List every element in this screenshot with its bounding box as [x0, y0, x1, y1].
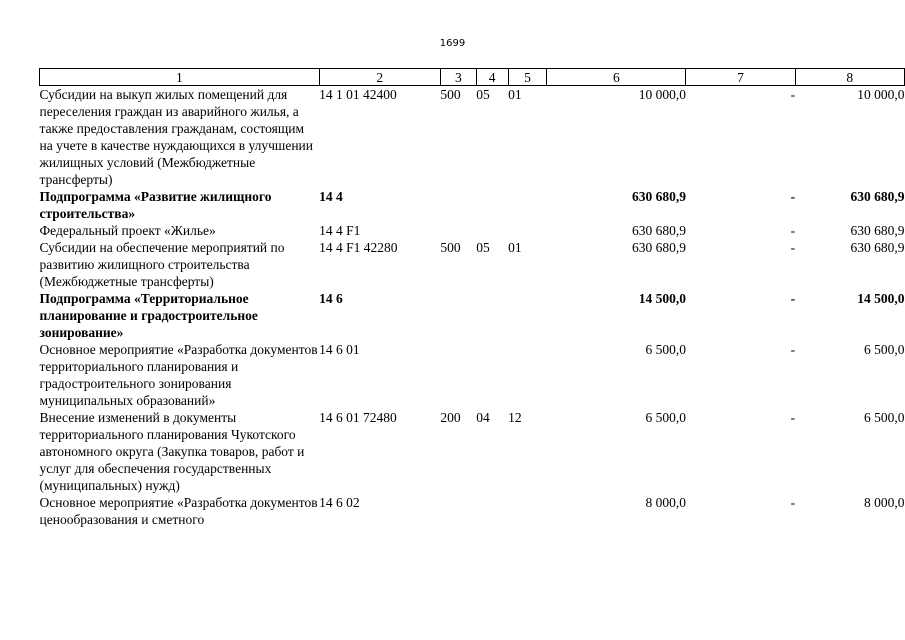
column-header: 5: [508, 69, 547, 86]
row-name: Основное мероприятие «Разработка документов ценообразования и сметного: [39, 495, 318, 527]
row-col-4: 05: [476, 87, 490, 102]
row-col-3: [440, 341, 476, 409]
table-row: [40, 86, 905, 189]
row-col-3: [440, 290, 476, 341]
row-col-7: -: [790, 342, 796, 357]
row-col-7: -: [790, 291, 796, 306]
row-code: 14 6: [319, 291, 343, 306]
row-col-6: 14 500,0: [638, 291, 686, 306]
row-col-4: [476, 222, 508, 239]
row-col-6: 630 680,9: [631, 189, 686, 204]
row-name: Основное мероприятие «Разработка документов территориального планирования и градостроительного зонирования муниципальных образований»: [39, 342, 318, 408]
row-col-8: 630 680,9: [850, 189, 905, 204]
row-code: 14 6 02: [319, 495, 360, 510]
row-col-3: [440, 188, 476, 222]
column-header: 8: [795, 69, 904, 86]
row-name: Субсидии на обеспечение мероприятий по развитию жилищного строительства (Межбюджетные трансферты): [39, 240, 285, 289]
row-col-7: -: [790, 223, 796, 238]
row-code: 14 1 01 42400: [319, 87, 397, 102]
row-col-6: 630 680,9: [631, 223, 686, 238]
table-row: [40, 239, 905, 290]
column-header: 4: [476, 69, 508, 86]
row-code: 14 4 F1 42280: [319, 240, 398, 255]
row-col-6: 8 000,0: [645, 495, 686, 510]
table-row: [40, 409, 905, 494]
row-code: 14 4 F1: [319, 223, 361, 238]
row-col-3: 200: [440, 410, 461, 425]
table-row: [40, 494, 905, 528]
row-name: Подпрограмма «Развитие жилищного строительства»: [39, 189, 272, 221]
row-name: Федеральный проект «Жилье»: [39, 223, 216, 238]
row-code: 14 6 01: [319, 342, 360, 357]
row-col-4: [476, 341, 508, 409]
budget-table: [39, 68, 905, 528]
row-col-3: [440, 222, 476, 239]
row-col-5: 01: [508, 240, 522, 255]
column-header: 3: [440, 69, 476, 86]
row-code: 14 4: [319, 189, 343, 204]
row-col-7: -: [790, 240, 796, 255]
row-col-6: 6 500,0: [645, 410, 686, 425]
row-name: Субсидии на выкуп жилых помещений для переселения граждан из аварийного жилья, а также предоставления гражданам, состоящим на учете в качестве нуждающихся в улучшении жилищных условий (Межбюджетные трансферты): [39, 87, 313, 187]
row-col-7: -: [790, 87, 796, 102]
table-row: [40, 222, 905, 239]
column-header-row: [40, 69, 905, 86]
row-col-7: -: [790, 189, 796, 204]
table-row: [40, 290, 905, 341]
row-col-7: -: [790, 410, 796, 425]
row-col-8: 10 000,0: [857, 87, 905, 102]
row-col-6: 10 000,0: [638, 87, 686, 102]
row-col-3: [440, 494, 476, 528]
row-col-5: [508, 494, 547, 528]
page-number: 1699: [439, 38, 466, 49]
row-name: Внесение изменений в документы территориального планирования Чукотского автономного округа (Закупка товаров, работ и услуг для обеспечения государственных (муниципальных) нужд): [39, 410, 305, 493]
row-col-8: 6 500,0: [864, 410, 905, 425]
row-col-8: 8 000,0: [864, 495, 905, 510]
table-row: [40, 188, 905, 222]
row-col-5: [508, 341, 547, 409]
row-col-4: 04: [476, 410, 490, 425]
row-col-5: 01: [508, 87, 522, 102]
table-row: [40, 341, 905, 409]
column-header: 6: [547, 69, 686, 86]
row-col-4: [476, 188, 508, 222]
row-col-3: 500: [440, 87, 461, 102]
column-header: 7: [686, 69, 795, 86]
column-header: 1: [40, 69, 320, 86]
row-col-4: 05: [476, 240, 490, 255]
row-col-5: [508, 222, 547, 239]
column-header: 2: [319, 69, 440, 86]
row-code: 14 6 01 72480: [319, 410, 397, 425]
row-col-5: [508, 290, 547, 341]
row-name: Подпрограмма «Территориальное планирование и градостроительное зонирование»: [39, 291, 258, 340]
row-col-8: 14 500,0: [857, 291, 905, 306]
row-col-8: 630 680,9: [850, 240, 905, 255]
row-col-7: -: [790, 495, 796, 510]
row-col-4: [476, 290, 508, 341]
row-col-5: 12: [508, 410, 522, 425]
row-col-6: 6 500,0: [645, 342, 686, 357]
row-col-8: 630 680,9: [850, 223, 905, 238]
row-col-8: 6 500,0: [864, 342, 905, 357]
row-col-3: 500: [440, 240, 461, 255]
row-col-4: [476, 494, 508, 528]
row-col-5: [508, 188, 547, 222]
row-col-6: 630 680,9: [631, 240, 686, 255]
